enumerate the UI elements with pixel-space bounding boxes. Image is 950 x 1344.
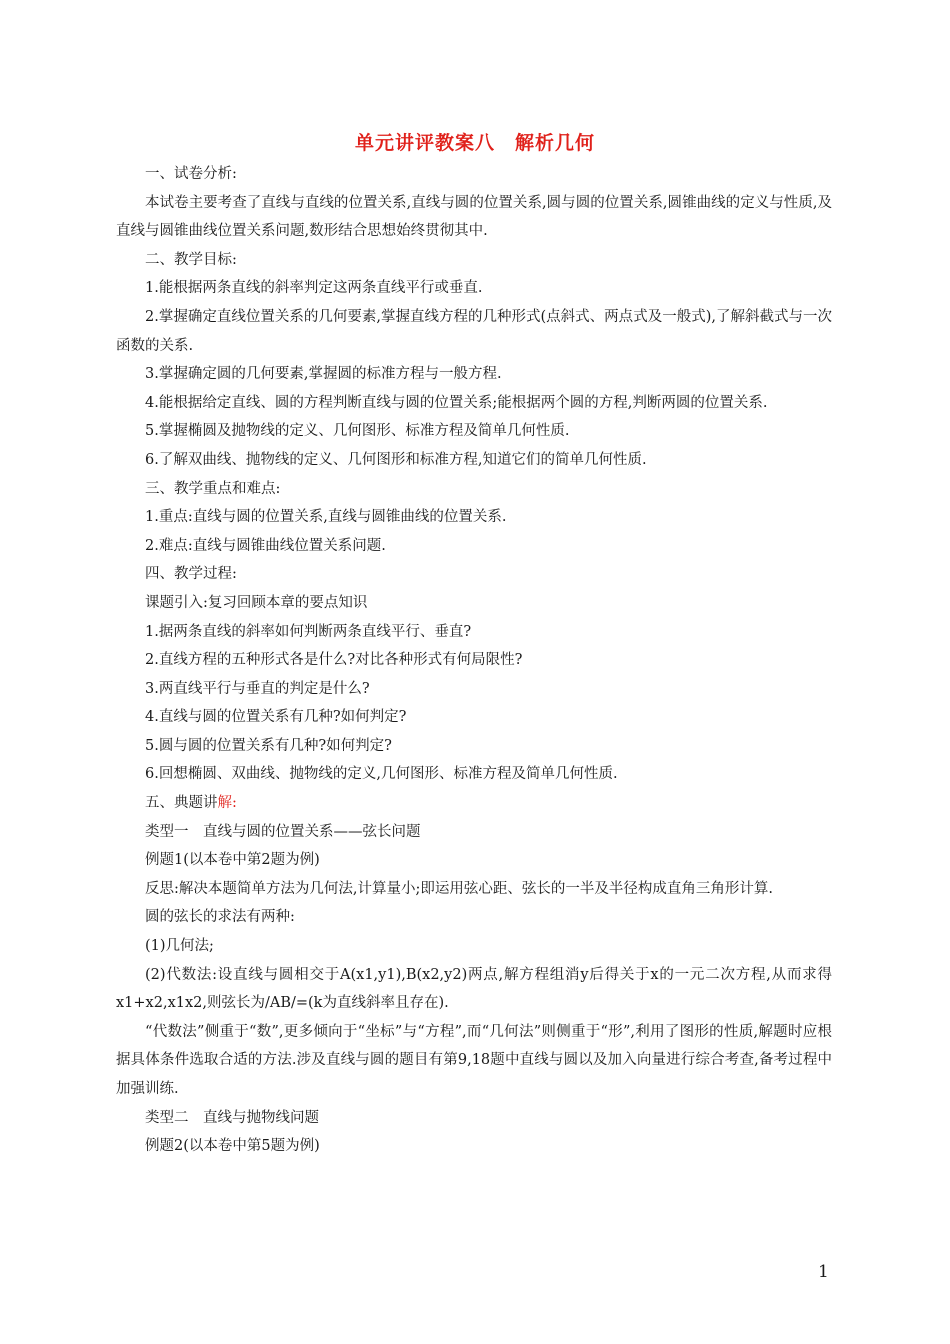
section-heading-examples [116,789,832,818]
section-heading-examples-red: 解: [217,795,237,812]
section-heading-examples-text: 五、典题讲 [145,795,218,812]
section-heading-goals: 二、教学目标: [145,251,237,268]
question-item-3: 3.两直线平行与垂直的判定是什么? [145,680,370,697]
document-body [116,160,832,1161]
goal-item-3: 3.掌握确定圆的几何要素,掌握圆的标准方程与一般方程. [145,366,502,383]
goal-item-5: 5.掌握椭圆及抛物线的定义、几何图形、标准方程及简单几何性质. [145,423,570,440]
chord-method-2: (2)代数法:设直线与圆相交于A(x1,y1),B(x2,y2)两点,解方程组消y后得关于x的一元二次方程,从而求得x1+x2,x1x2,则弦长为/AB/=(k为直线斜率且存在). [116,966,832,1012]
paragraph-analysis: 本试卷主要考查了直线与直线的位置关系,直线与圆的位置关系,圆与圆的位置关系,圆锥曲线的定义与性质,及直线与圆锥曲线位置关系问题,数形结合思想始终贯彻其中. [116,194,832,240]
goal-item-2: 2.掌握确定直线位置关系的几何要素,掌握直线方程的几种形式(点斜式、两点式及一般式),了解斜截式与一次函数的关系. [116,308,832,354]
section-heading-analysis: 一、试卷分析: [145,166,237,182]
goal-item-1: 1.能根据两条直线的斜率判定这两条直线平行或垂直. [145,280,483,297]
question-item-5: 5.圆与圆的位置关系有几种?如何判定? [145,737,392,754]
process-intro: 课题引入:复习回顾本章的要点知识 [145,594,368,611]
question-item-4: 4.直线与圆的位置关系有几种?如何判定? [145,709,407,726]
example-1: 例题1(以本卷中第2题为例) [145,852,320,869]
goal-item-4: 4.能根据给定直线、圆的方程判断直线与圆的位置关系;能根据两个圆的方程,判断两圆的位置关系. [145,394,768,411]
goal-item-6: 6.了解双曲线、抛物线的定义、几何图形和标准方程,知道它们的简单几何性质. [145,451,647,468]
question-item-6: 6.回想椭圆、双曲线、抛物线的定义,几何图形、标准方程及简单几何性质. [145,766,618,783]
keypoint-item-1: 1.重点:直线与圆的位置关系,直线与圆锥曲线的位置关系. [145,509,507,526]
page-title: 单元讲评教案八 解析几何 [354,132,595,154]
type-heading-1: 类型一 直线与圆的位置关系——弦长问题 [145,823,421,840]
chord-method-1: (1)几何法; [145,938,214,955]
question-item-2: 2.直线方程的五种形式各是什么?对比各种形式有何局限性? [145,652,523,669]
page-number: 1 [818,1262,829,1282]
section-heading-process: 四、教学过程: [145,566,237,583]
question-item-1: 1.据两条直线的斜率如何判断两条直线平行、垂直? [145,623,472,640]
example-2: 例题2(以本卷中第5题为例) [145,1138,320,1155]
type-heading-2: 类型二 直线与抛物线问题 [145,1109,319,1126]
section-heading-keypoints: 三、教学重点和难点: [145,480,281,497]
keypoint-item-2: 2.难点:直线与圆锥曲线位置关系问题. [145,537,386,554]
method-comparison: “代数法”侧重于“数”,更多倾向于“坐标”与“方程”,而“几何法”则侧重于“形”,利用了图形的性质,解题时应根据具体条件选取合适的方法.涉及直线与圆的题目有第9,18题中直线与圆以及加入向量进行综合考查,备考过程中加强训练. [116,1023,832,1097]
reflection-paragraph: 反思:解决本题简单方法为几何法,计算量小;即运用弦心距、弦长的一半及半径构成直角三角形计算. [145,880,773,897]
chord-methods-intro: 圆的弦长的求法有两种: [145,909,295,926]
